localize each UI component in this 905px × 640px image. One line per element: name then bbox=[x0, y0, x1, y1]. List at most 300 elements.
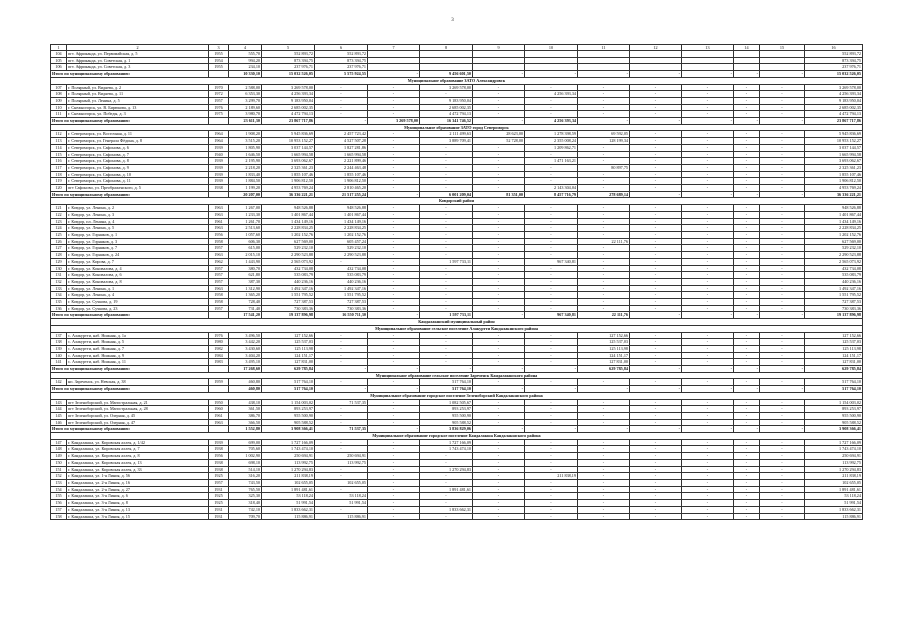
row-number-cell: 136 bbox=[51, 305, 67, 312]
value-cell: - bbox=[682, 480, 734, 487]
total-cell: - bbox=[420, 366, 473, 373]
total-cell: 4 256 393,34 bbox=[525, 118, 578, 125]
value-cell bbox=[578, 57, 630, 64]
total-row bbox=[51, 118, 863, 125]
value-cell: 1 743 474,10 bbox=[420, 446, 473, 453]
value-cell: - bbox=[368, 453, 420, 460]
address-cell: пгт. Африканда, ул. Советская, д. 3 bbox=[67, 64, 209, 71]
value-cell bbox=[368, 51, 420, 58]
value-cell: - bbox=[420, 164, 473, 171]
value-cell: 2 565 073,92 bbox=[262, 258, 315, 265]
address-cell: г. Североморск, ул. Сафонова, д. 10 bbox=[67, 171, 209, 178]
value-cell: - bbox=[760, 205, 805, 212]
value-cell: - bbox=[368, 419, 420, 426]
value-cell: - bbox=[368, 379, 420, 386]
value-cell: 3 269 578,00 bbox=[420, 84, 473, 91]
row-number-cell: 152 bbox=[51, 473, 67, 480]
value-cell: - bbox=[473, 111, 525, 118]
value-cell: - bbox=[473, 473, 525, 480]
address-cell: г. Кандалакша, ул. Кировская аллея, д. 7 bbox=[67, 446, 209, 453]
value-cell: - bbox=[578, 211, 630, 218]
value-cell: - bbox=[368, 285, 420, 292]
value-cell: 730 383,36 bbox=[805, 305, 863, 312]
total-cell: - bbox=[760, 71, 805, 78]
row-number-cell: 141 bbox=[51, 359, 67, 366]
value-cell: 1955 bbox=[209, 64, 229, 71]
value-cell: - bbox=[420, 231, 473, 238]
value-cell: - bbox=[682, 91, 734, 98]
value-cell: - bbox=[630, 178, 682, 185]
row-number-cell: 155 bbox=[51, 493, 67, 500]
value-cell bbox=[630, 64, 682, 71]
value-cell: - bbox=[682, 345, 734, 352]
value-cell: 4 953 769,24 bbox=[262, 185, 315, 192]
table-row bbox=[51, 238, 863, 245]
total-cell bbox=[209, 366, 229, 373]
value-cell: 2 685 002,35 bbox=[805, 104, 863, 111]
value-cell: 1 908,20 bbox=[229, 131, 262, 138]
address-cell: г. Кандалакша, ул. 3-я Линия, д. 8 bbox=[67, 500, 209, 507]
value-cell: 432 734,08 bbox=[805, 265, 863, 272]
value-cell: - bbox=[630, 500, 682, 507]
value-cell: - bbox=[682, 412, 734, 419]
total-cell: 6 001 209,04 bbox=[420, 191, 473, 198]
value-cell: - bbox=[368, 513, 420, 520]
total-cell: 71 537,35 bbox=[315, 426, 368, 433]
value-cell: 125 537,03 bbox=[262, 339, 315, 346]
value-cell: - bbox=[315, 406, 368, 413]
total-cell: - bbox=[734, 312, 760, 319]
value-cell: 1 199,20 bbox=[229, 185, 262, 192]
value-cell: - bbox=[734, 412, 760, 419]
total-cell: - bbox=[734, 426, 760, 433]
total-cell: - bbox=[525, 426, 578, 433]
total-cell: - bbox=[315, 366, 368, 373]
table-row bbox=[51, 506, 863, 513]
value-cell: 1 233,30 bbox=[229, 211, 262, 218]
total-row bbox=[51, 191, 863, 198]
value-cell: - bbox=[315, 439, 368, 446]
total-cell: - bbox=[630, 71, 682, 78]
address-cell: г. Ковдор, ул. Горняков, д. 3 bbox=[67, 238, 209, 245]
total-cell bbox=[209, 312, 229, 319]
value-cell: - bbox=[473, 359, 525, 366]
value-cell: - bbox=[420, 352, 473, 359]
value-cell: - bbox=[734, 339, 760, 346]
value-cell: 2 015,10 bbox=[229, 252, 262, 259]
total-cell: 5 575 924,55 bbox=[315, 71, 368, 78]
value-cell: - bbox=[473, 151, 525, 158]
total-cell: - bbox=[760, 386, 805, 393]
table-row bbox=[51, 480, 863, 487]
total-cell: 19 137 896,98 bbox=[805, 312, 863, 319]
value-cell: - bbox=[473, 225, 525, 232]
value-cell: 432 734,08 bbox=[315, 265, 368, 272]
address-cell: г. Ковдор, ул. Коновалова, д. 8 bbox=[67, 278, 209, 285]
report-sheet bbox=[50, 44, 862, 520]
value-cell: - bbox=[734, 218, 760, 225]
value-cell: 1 891 481,61 bbox=[420, 486, 473, 493]
section-heading-row bbox=[51, 124, 863, 131]
value-cell: - bbox=[760, 272, 805, 279]
value-cell: 1963 bbox=[209, 252, 229, 259]
address-cell: г. Североморск, ул. Восточная, д. 11 bbox=[67, 131, 209, 138]
value-cell: 1 833 662,31 bbox=[262, 506, 315, 513]
total-cell: 16 341 746,52 bbox=[420, 118, 473, 125]
value-cell: 1 270 294,83 bbox=[262, 466, 315, 473]
value-cell: - bbox=[525, 111, 578, 118]
table-row bbox=[51, 493, 863, 500]
value-cell: - bbox=[315, 91, 368, 98]
value-cell: - bbox=[525, 500, 578, 507]
value-cell: - bbox=[630, 138, 682, 145]
address-cell: с. Алакуртти, наб. Нижняя, д. 11 bbox=[67, 359, 209, 366]
value-cell: - bbox=[682, 299, 734, 306]
value-cell: 1939 bbox=[209, 158, 229, 165]
address-cell: нп. Зареченск, ул. Невская, д. 38 bbox=[67, 379, 209, 386]
value-cell: 460,80 bbox=[229, 379, 262, 386]
value-cell: 113 992,75 bbox=[805, 459, 863, 466]
value-cell: 2 221 899,46 bbox=[315, 158, 368, 165]
value-cell: - bbox=[578, 158, 630, 165]
total-cell: 967 340,81 bbox=[525, 312, 578, 319]
value-cell: 9 183 950,04 bbox=[262, 97, 315, 104]
value-cell: 2 244 463,48 bbox=[315, 164, 368, 171]
value-cell bbox=[630, 51, 682, 58]
value-cell: 1 278 398,59 bbox=[525, 131, 578, 138]
value-cell: - bbox=[420, 299, 473, 306]
value-cell: 1957 bbox=[209, 272, 229, 279]
value-cell: - bbox=[473, 486, 525, 493]
value-cell: - bbox=[525, 151, 578, 158]
value-cell: - bbox=[420, 171, 473, 178]
value-cell: - bbox=[682, 506, 734, 513]
value-cell bbox=[734, 51, 760, 58]
value-cell: 51 991,54 bbox=[805, 500, 863, 507]
value-cell: 1 855 107,46 bbox=[315, 171, 368, 178]
value-cell: - bbox=[734, 506, 760, 513]
value-cell: - bbox=[473, 91, 525, 98]
row-number-cell: 127 bbox=[51, 245, 67, 252]
value-cell: 1931 bbox=[209, 513, 229, 520]
value-cell: - bbox=[760, 252, 805, 259]
value-cell: - bbox=[368, 272, 420, 279]
table-row bbox=[51, 131, 863, 138]
value-cell: - bbox=[473, 178, 525, 185]
address-cell: г. Ковдор, ул. Ленина, д. 4 bbox=[67, 292, 209, 299]
value-cell: 1931 bbox=[209, 506, 229, 513]
total-cell: - bbox=[682, 191, 734, 198]
value-cell: - bbox=[420, 205, 473, 212]
value-cell: - bbox=[525, 171, 578, 178]
value-cell: - bbox=[682, 111, 734, 118]
value-cell: - bbox=[682, 178, 734, 185]
value-cell: - bbox=[525, 459, 578, 466]
value-cell: - bbox=[734, 151, 760, 158]
row-number-cell: 110 bbox=[51, 104, 67, 111]
value-cell: - bbox=[760, 185, 805, 192]
value-cell bbox=[760, 51, 805, 58]
address-cell: г. Ковдор, ул. Горняков, д. 1 bbox=[67, 231, 209, 238]
value-cell: 22 111,76 bbox=[578, 238, 630, 245]
value-cell: - bbox=[630, 453, 682, 460]
total-cell bbox=[209, 118, 229, 125]
value-cell: - bbox=[368, 466, 420, 473]
value-cell: 1938 bbox=[209, 185, 229, 192]
value-cell: 3 442,20 bbox=[229, 339, 262, 346]
value-cell: 1940 bbox=[209, 151, 229, 158]
value-cell: - bbox=[368, 164, 420, 171]
value-cell: - bbox=[630, 292, 682, 299]
value-cell: - bbox=[734, 164, 760, 171]
value-cell: 1 082 505,67 bbox=[420, 399, 473, 406]
value-cell: - bbox=[420, 332, 473, 339]
value-cell: 6 353,30 bbox=[229, 91, 262, 98]
value-cell: 4 472 794,13 bbox=[262, 111, 315, 118]
value-cell: - bbox=[734, 104, 760, 111]
column-number-cell: 11 bbox=[578, 45, 630, 51]
value-cell: - bbox=[420, 500, 473, 507]
value-cell: 1 492 347,16 bbox=[315, 285, 368, 292]
value-cell: - bbox=[760, 258, 805, 265]
value-cell: - bbox=[473, 285, 525, 292]
value-cell: - bbox=[630, 278, 682, 285]
total-cell: - bbox=[473, 366, 525, 373]
value-cell: 905 588,52 bbox=[420, 419, 473, 426]
value-cell: - bbox=[578, 258, 630, 265]
total-cell bbox=[209, 191, 229, 198]
value-cell: 2 685 002,35 bbox=[420, 104, 473, 111]
value-cell: - bbox=[760, 171, 805, 178]
value-cell: - bbox=[630, 84, 682, 91]
table-row bbox=[51, 225, 863, 232]
value-cell: - bbox=[420, 158, 473, 165]
value-cell: - bbox=[473, 245, 525, 252]
value-cell: - bbox=[630, 111, 682, 118]
value-cell bbox=[682, 51, 734, 58]
value-cell: 517 764,10 bbox=[805, 379, 863, 386]
column-number-cell: 2 bbox=[67, 45, 209, 51]
total-label: Итого по муниципальному образованию: bbox=[51, 366, 209, 373]
value-cell: 440 236,16 bbox=[262, 278, 315, 285]
value-cell: - bbox=[682, 171, 734, 178]
value-cell: - bbox=[525, 339, 578, 346]
value-cell: - bbox=[315, 84, 368, 91]
section-heading-row bbox=[51, 372, 863, 379]
table-row bbox=[51, 406, 863, 413]
value-cell: 1 270 294,83 bbox=[805, 466, 863, 473]
table-row bbox=[51, 459, 863, 466]
total-cell: 460,80 bbox=[229, 386, 262, 393]
total-cell: 8 457 716,79 bbox=[525, 191, 578, 198]
column-number-cell: 16 bbox=[805, 45, 863, 51]
value-cell: 1961 bbox=[209, 412, 229, 419]
value-cell: - bbox=[682, 205, 734, 212]
value-cell bbox=[473, 64, 525, 71]
value-cell: 1 551 795,52 bbox=[315, 292, 368, 299]
value-cell: - bbox=[473, 513, 525, 520]
value-cell: - bbox=[368, 158, 420, 165]
total-cell: - bbox=[525, 366, 578, 373]
value-cell: - bbox=[734, 238, 760, 245]
value-cell: 127 152,66 bbox=[262, 332, 315, 339]
total-cell: - bbox=[760, 191, 805, 198]
value-cell: 955 500,90 bbox=[262, 412, 315, 419]
row-number-cell: 104 bbox=[51, 51, 67, 58]
value-cell: 1954 bbox=[209, 57, 229, 64]
total-cell: 17 541,20 bbox=[229, 312, 262, 319]
value-cell: 1 551 795,52 bbox=[262, 292, 315, 299]
address-cell: г. Ковдор, ул. Сучкова, д. 19 bbox=[67, 299, 209, 306]
table-row bbox=[51, 144, 863, 151]
total-cell: - bbox=[473, 386, 525, 393]
total-cell: 36 336 221,21 bbox=[262, 191, 315, 198]
total-cell: - bbox=[473, 426, 525, 433]
section-heading-row bbox=[51, 325, 863, 332]
value-cell: 967 340,81 bbox=[525, 258, 578, 265]
value-cell: - bbox=[525, 412, 578, 419]
value-cell: 1959 bbox=[209, 379, 229, 386]
value-cell: 948 526,88 bbox=[262, 205, 315, 212]
total-cell: 629 785,84 bbox=[805, 366, 863, 373]
total-cell: 629 785,84 bbox=[262, 366, 315, 373]
value-cell: - bbox=[734, 158, 760, 165]
address-cell: с. Алакуртти, наб. Нижняя, д. 5 bbox=[67, 339, 209, 346]
value-cell: 727 387,53 bbox=[315, 299, 368, 306]
value-cell: - bbox=[760, 473, 805, 480]
value-cell: 9 183 950,04 bbox=[805, 97, 863, 104]
value-cell: - bbox=[630, 91, 682, 98]
value-cell bbox=[682, 64, 734, 71]
value-cell: 3 299,70 bbox=[229, 97, 262, 104]
address-cell: г. Полярный, ул. Видяева, д. 2 bbox=[67, 84, 209, 91]
value-cell: 325,30 bbox=[229, 493, 262, 500]
value-cell: 2 325 361,23 bbox=[262, 164, 315, 171]
value-cell: 1 401 867,44 bbox=[262, 211, 315, 218]
value-cell: 948 526,88 bbox=[805, 205, 863, 212]
value-cell: 1 646,50 bbox=[229, 151, 262, 158]
value-cell: 1 434 149,16 bbox=[805, 218, 863, 225]
value-cell: 1925 bbox=[209, 493, 229, 500]
value-cell: - bbox=[473, 439, 525, 446]
table-row bbox=[51, 352, 863, 359]
value-cell: - bbox=[734, 486, 760, 493]
value-cell: 698,10 bbox=[229, 459, 262, 466]
value-cell: - bbox=[760, 439, 805, 446]
address-cell: пгт. Африканда, ул. Советская, д. 1 bbox=[67, 57, 209, 64]
section-heading-row bbox=[51, 319, 863, 326]
value-cell: - bbox=[630, 352, 682, 359]
address-cell: г. Кандалакша, ул. 3-я Линия, д. 13 bbox=[67, 506, 209, 513]
value-cell: 1 209 862,71 bbox=[525, 144, 578, 151]
value-cell: - bbox=[368, 252, 420, 259]
row-number-cell: 151 bbox=[51, 466, 67, 473]
table-row bbox=[51, 51, 863, 58]
table-row bbox=[51, 138, 863, 145]
row-number-cell: 124 bbox=[51, 225, 67, 232]
table-row bbox=[51, 453, 863, 460]
value-cell: 1 906 812,50 bbox=[262, 178, 315, 185]
table-row bbox=[51, 345, 863, 352]
value-cell: - bbox=[734, 305, 760, 312]
total-cell: 3 908 366,41 bbox=[805, 426, 863, 433]
value-cell: - bbox=[734, 419, 760, 426]
value-cell: 1 743 474,10 bbox=[262, 446, 315, 453]
total-cell: 22 111,76 bbox=[578, 312, 630, 319]
value-cell: 4 256 393,34 bbox=[262, 91, 315, 98]
value-cell: - bbox=[368, 185, 420, 192]
value-cell: - bbox=[760, 131, 805, 138]
value-cell: 4 256 393,34 bbox=[805, 91, 863, 98]
total-cell: - bbox=[682, 118, 734, 125]
table-row bbox=[51, 272, 863, 279]
value-cell: - bbox=[734, 292, 760, 299]
value-cell: 102 655,05 bbox=[805, 480, 863, 487]
value-cell: - bbox=[734, 171, 760, 178]
value-cell: - bbox=[578, 299, 630, 306]
value-cell: - bbox=[630, 299, 682, 306]
value-cell: 113 992,75 bbox=[315, 459, 368, 466]
value-cell: 53 118,24 bbox=[315, 493, 368, 500]
value-cell: 2 228 834,25 bbox=[805, 225, 863, 232]
address-cell: с. Алакуртти, наб. Нижняя, д. 1а bbox=[67, 332, 209, 339]
value-cell: 1 727 166,09 bbox=[420, 439, 473, 446]
value-cell: - bbox=[473, 158, 525, 165]
value-cell: - bbox=[420, 144, 473, 151]
value-cell: - bbox=[734, 399, 760, 406]
value-cell: - bbox=[578, 285, 630, 292]
column-number-cell: 6 bbox=[315, 45, 368, 51]
total-cell: 3 269 578,00 bbox=[368, 118, 420, 125]
total-cell: 17 268,60 bbox=[229, 366, 262, 373]
total-cell: 23 611,30 bbox=[229, 118, 262, 125]
row-number-cell: 126 bbox=[51, 238, 67, 245]
table-row bbox=[51, 158, 863, 165]
value-cell: - bbox=[630, 225, 682, 232]
value-cell: - bbox=[760, 466, 805, 473]
address-cell: с. Алакуртти, наб. Нижняя, д. 7 bbox=[67, 345, 209, 352]
value-cell: - bbox=[760, 345, 805, 352]
value-cell: - bbox=[473, 205, 525, 212]
value-cell: 71 537,35 bbox=[315, 399, 368, 406]
value-cell: 3 404,20 bbox=[229, 352, 262, 359]
value-cell bbox=[525, 57, 578, 64]
value-cell: - bbox=[368, 278, 420, 285]
value-cell: - bbox=[420, 339, 473, 346]
value-cell: 1939 bbox=[209, 178, 229, 185]
value-cell: - bbox=[315, 446, 368, 453]
value-cell: 2 111 499,63 bbox=[420, 131, 473, 138]
value-cell: - bbox=[473, 500, 525, 507]
value-cell: - bbox=[682, 352, 734, 359]
value-cell: - bbox=[578, 91, 630, 98]
value-cell: 1958 bbox=[209, 238, 229, 245]
value-cell: - bbox=[630, 258, 682, 265]
value-cell: - bbox=[682, 265, 734, 272]
value-cell: - bbox=[760, 211, 805, 218]
value-cell: 115 886,91 bbox=[262, 513, 315, 520]
value-cell: 1 805,90 bbox=[229, 144, 262, 151]
value-cell: 9 183 950,04 bbox=[420, 97, 473, 104]
value-cell: - bbox=[525, 466, 578, 473]
value-cell: 69 592,05 bbox=[578, 131, 630, 138]
column-number-cell: 13 bbox=[682, 45, 734, 51]
value-cell: - bbox=[473, 379, 525, 386]
section-heading: Ковдорский район bbox=[51, 198, 863, 205]
value-cell: - bbox=[525, 252, 578, 259]
table-row bbox=[51, 446, 863, 453]
value-cell: 621,80 bbox=[229, 272, 262, 279]
